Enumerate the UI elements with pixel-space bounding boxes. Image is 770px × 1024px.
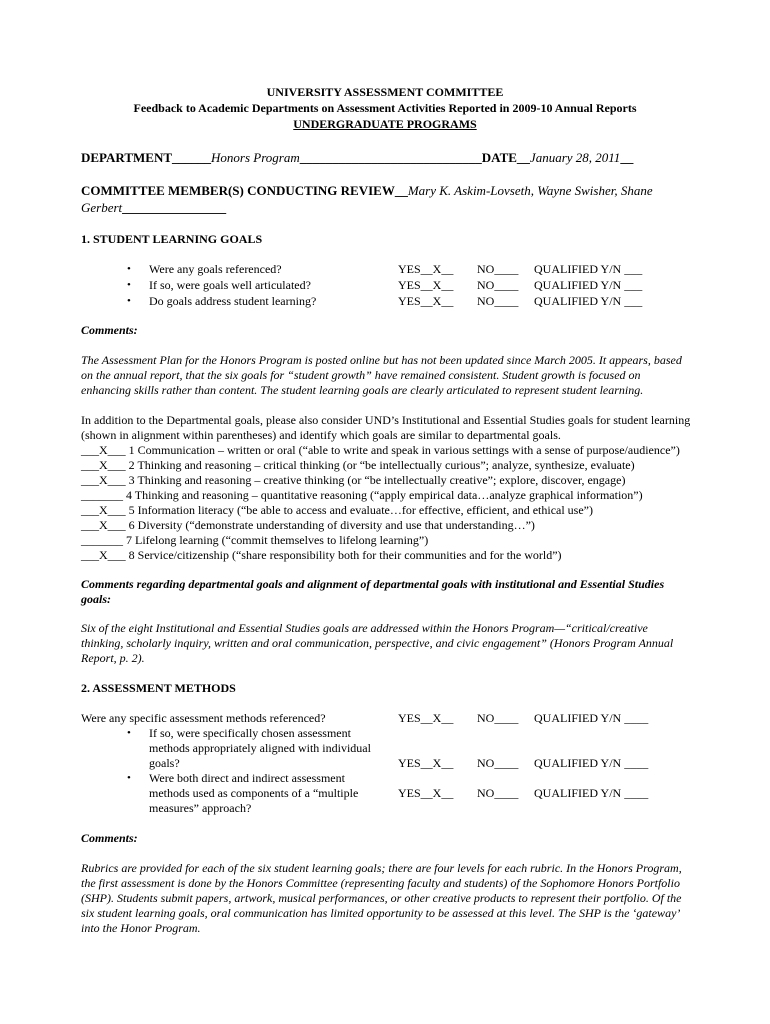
comment-line: enhancing skills rather than content. The student learning goals are clearly articulated to represent student learning. [81, 383, 644, 397]
bullet: • [127, 295, 131, 307]
programs-title: UNDERGRADUATE PROGRAMS [293, 117, 477, 131]
alignment-comment-line: Six of the eight Institutional and Essential Studies goals are addressed within the Honors Program—“critical/creative [81, 621, 648, 635]
members-tail: ________________ [122, 200, 227, 215]
goal-item-communication: ___X___ 1 Communication – written or oral (“able to write and speak in various settings with a sense of purpose/audience”) [81, 443, 680, 457]
alignment-comment-line: thinking, scholarly inquiry, written and oral communication, perspective, and civic engagement” (Honors Program Annual [81, 636, 674, 650]
bullet: • [127, 727, 131, 739]
section-heading-methods: 2. ASSESSMENT METHODS [81, 681, 236, 695]
alignment-comments-label: Comments regarding departmental goals and alignment of departmental goals with institutional and Essential Studies [81, 577, 665, 591]
answer-qualified: QUALIFIED Y/N ____ [534, 711, 649, 725]
comment-line: on the annual report, that the six goals for “student growth” have remained consistent. Student growth is focused on [81, 368, 641, 382]
answer-no: NO____ [477, 786, 519, 800]
answer-no: NO____ [477, 262, 519, 276]
goal-item-quantitative: _______ 4 Thinking and reasoning – quantitative reasoning (“apply empirical data…analyze graphical information”) [81, 488, 643, 502]
goal-item-diversity: ___X___ 6 Diversity (“demonstrate understanding of diversity and use that understanding…”) [81, 518, 535, 532]
answer-yes: YES__X__ [398, 294, 454, 308]
department-label: DEPARTMENT______ [81, 150, 212, 165]
date-label: DATE__ [481, 150, 530, 165]
answer-no: NO____ [477, 294, 519, 308]
question-methods-aligned: If so, were specifically chosen assessment [149, 726, 351, 740]
question-direct-indirect-cont: methods used as components of a “multiple [149, 786, 359, 800]
question-goals-referenced: Were any goals referenced? [149, 262, 282, 276]
question-direct-indirect-cont: measures” approach? [149, 801, 252, 815]
date-value: January 28, 2011 [529, 150, 621, 165]
comments-label: Comments: [81, 323, 138, 337]
feedback-title: Feedback to Academic Departments on Assessment Activities Reported in 2009-10 Annual Reports [133, 101, 637, 115]
comments-label: Comments: [81, 831, 138, 845]
bullet: • [127, 772, 131, 784]
answer-yes: YES__X__ [398, 262, 454, 276]
answer-yes: YES__X__ [398, 756, 454, 770]
department-line [81, 150, 633, 165]
comment-line: (SHP). Students submit papers, artwork, musical performances, or other creative products to represent their portfolio. Of the [81, 891, 682, 905]
question-goals-address-learning: Do goals address student learning? [149, 294, 317, 308]
comment-line: into the Honor Program. [81, 921, 201, 935]
question-direct-indirect: Were both direct and indirect assessment [149, 771, 345, 785]
goal-item-creative-thinking: ___X___ 3 Thinking and reasoning – creative thinking (or “be intellectually creative”; explore, discover, engage) [81, 473, 626, 487]
bullet: • [127, 263, 131, 275]
answer-qualified: QUALIFIED Y/N ____ [534, 786, 649, 800]
answer-qualified: QUALIFIED Y/N ____ [534, 756, 649, 770]
section-heading-goals: 1. STUDENT LEARNING GOALS [81, 232, 263, 246]
comment-line: The Assessment Plan for the Honors Program is posted online but has not been updated since March 2005. It appears, based [81, 353, 682, 367]
answer-qualified: QUALIFIED Y/N ___ [534, 262, 643, 276]
members-label: COMMITTEE MEMBER(S) CONDUCTING REVIEW__ [81, 183, 408, 198]
committee-members-line-2 [81, 200, 226, 215]
members-value-cont: Gerbert [81, 200, 123, 215]
date-tail: __ [620, 150, 634, 165]
answer-qualified: QUALIFIED Y/N ___ [534, 294, 643, 308]
question-methods-aligned-cont: goals? [149, 756, 180, 770]
goal-item-lifelong-learning: _______ 7 Lifelong learning (“commit themselves to lifelong learning”) [81, 533, 429, 547]
goal-item-service: ___X___ 8 Service/citizenship (“share responsibility both for their communities and for the world”) [81, 548, 562, 562]
intro-line: In addition to the Departmental goals, please also consider UND’s Institutional and Essential Studies goals for student learning [81, 413, 691, 427]
comment-line: Rubrics are provided for each of the six student learning goals; there are four levels for each rubric. In the Honors Program, [81, 861, 682, 875]
department-blank: ____________________________ [299, 150, 482, 165]
comment-line: six student learning goals, oral communication has limited opportunity to be assessed at this level. The SHP is the ‘gateway’ [81, 906, 681, 920]
answer-yes: YES__X__ [398, 786, 454, 800]
answer-no: NO____ [477, 756, 519, 770]
question-methods-aligned-cont: methods appropriately aligned with individual [149, 741, 371, 755]
bullet: • [127, 279, 131, 291]
alignment-comment-line: Report, p. 2). [81, 651, 145, 665]
committee-title: UNIVERSITY ASSESSMENT COMMITTEE [266, 85, 504, 99]
department-value: Honors Program [211, 150, 300, 165]
goal-item-critical-thinking: ___X___ 2 Thinking and reasoning – critical thinking (or “be intellectually curious”; analyze, synthesize, evaluate) [81, 458, 635, 472]
goal-item-information-literacy: ___X___ 5 Information literacy (“be able to access and evaluate…for effective, efficient, and ethical use”) [81, 503, 593, 517]
alignment-comments-label-cont: goals: [81, 592, 111, 606]
intro-line: (shown in alignment within parentheses) and identify which goals are similar to departmental goals. [81, 428, 561, 442]
answer-no: NO____ [477, 711, 519, 725]
question-methods-referenced: Were any specific assessment methods referenced? [81, 711, 326, 725]
committee-members-line [81, 183, 653, 198]
answer-qualified: QUALIFIED Y/N ___ [534, 278, 643, 292]
answer-yes: YES__X__ [398, 278, 454, 292]
question-goals-articulated: If so, were goals well articulated? [149, 278, 311, 292]
answer-yes: YES__X__ [398, 711, 454, 725]
members-value: Mary K. Askim-Lovseth, Wayne Swisher, Shane [407, 183, 653, 198]
answer-no: NO____ [477, 278, 519, 292]
comment-line: the first assessment is done by the Honors Committee (representing faculty and students) of the Sophomore Honors Portfolio [81, 876, 680, 890]
